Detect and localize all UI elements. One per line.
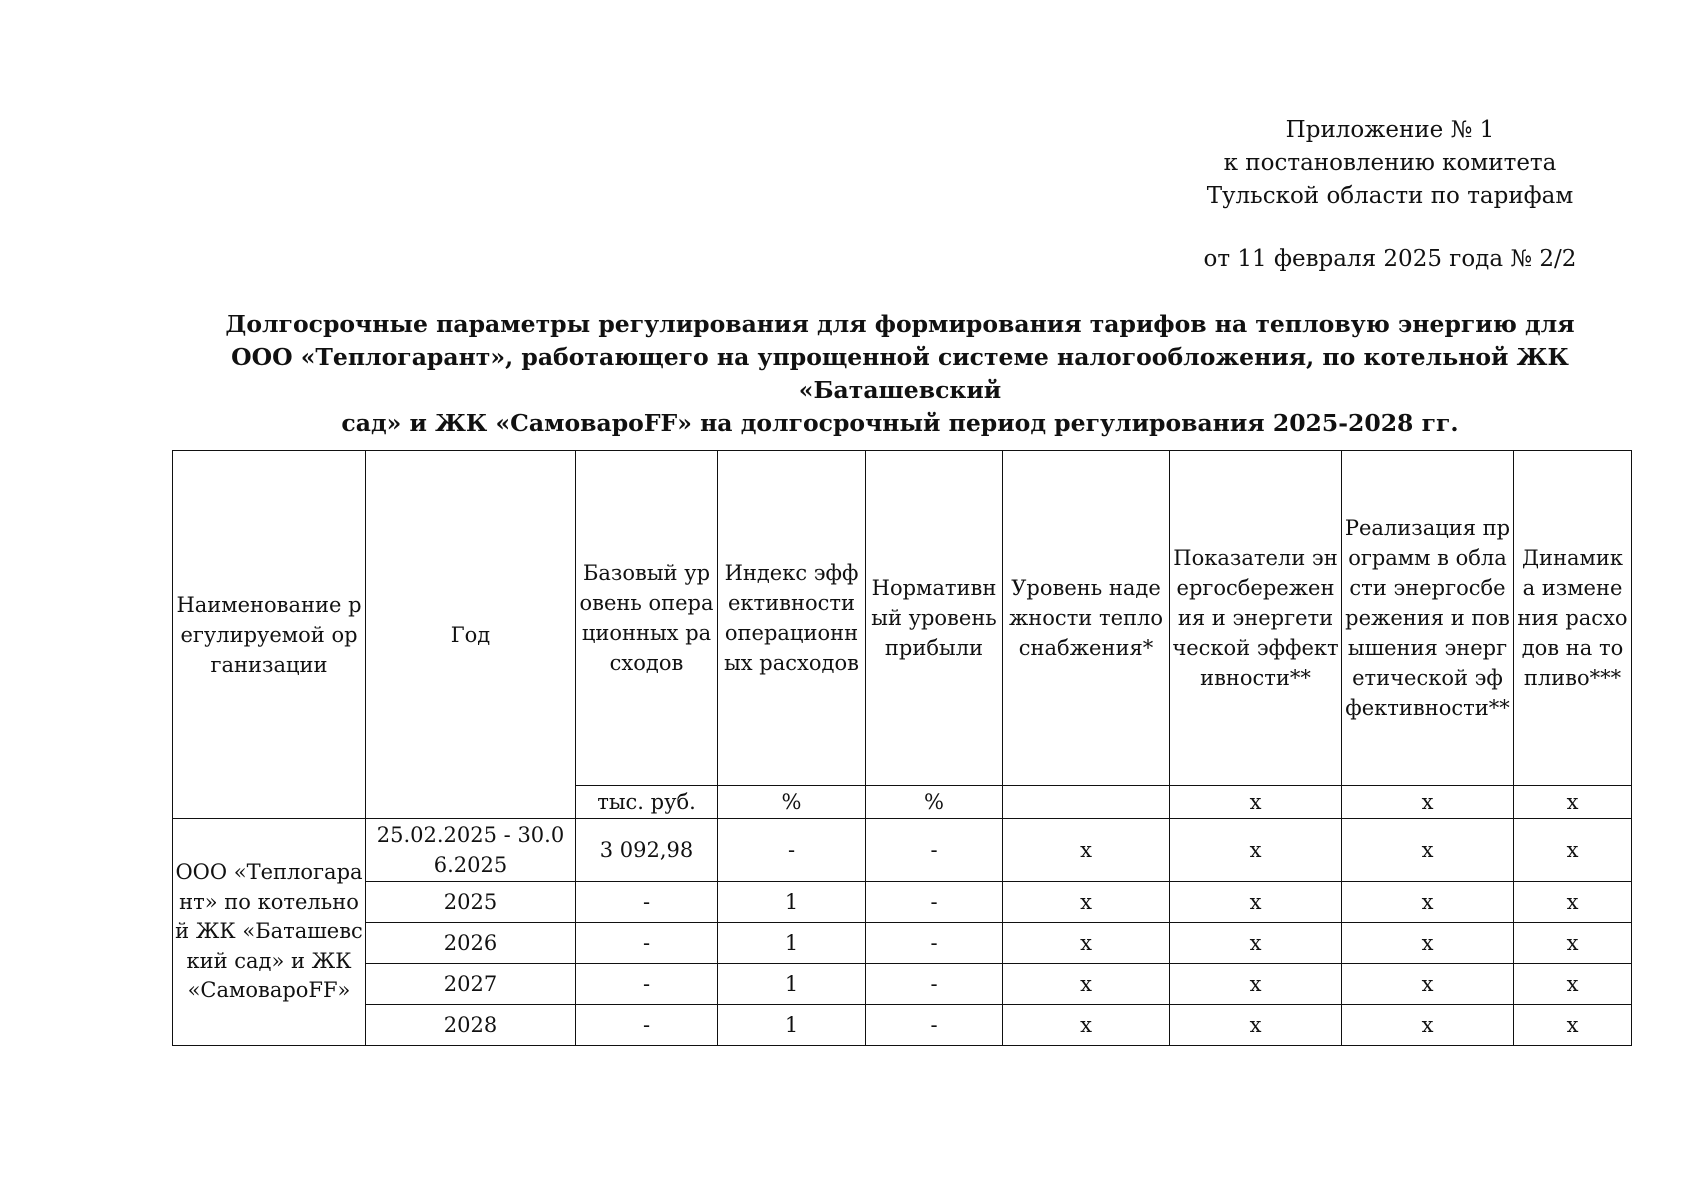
efficiency-index-cell: 1 <box>718 1005 866 1046</box>
programs-cell: x <box>1342 1005 1514 1046</box>
reliability-cell: x <box>1003 1005 1170 1046</box>
year-cell: 2028 <box>366 1005 576 1046</box>
appendix-block <box>1160 114 1620 276</box>
profit-level-cell: - <box>866 1005 1003 1046</box>
base-opex-cell: - <box>576 882 718 923</box>
appendix-date: от 11 февраля 2025 года № 2/2 <box>1203 246 1577 272</box>
unit-cell: % <box>866 786 1003 819</box>
programs-cell: x <box>1342 964 1514 1005</box>
energy-saving-cell: x <box>1170 1005 1342 1046</box>
profit-level-cell: - <box>866 819 1003 882</box>
document-title <box>150 308 1650 440</box>
profit-level-cell: - <box>866 882 1003 923</box>
reliability-cell: x <box>1003 923 1170 964</box>
energy-saving-cell: x <box>1170 923 1342 964</box>
base-opex-cell: - <box>576 1005 718 1046</box>
header-fuel-dynamics: Динамика изменения расходов на топливо*** <box>1514 451 1632 786</box>
year-cell: 2025 <box>366 882 576 923</box>
programs-cell: x <box>1342 882 1514 923</box>
reliability-cell: x <box>1003 819 1170 882</box>
title-line: Долгосрочные параметры регулирования для формирования тарифов на тепловую энергию для <box>225 310 1575 338</box>
efficiency-index-cell: 1 <box>718 923 866 964</box>
header-efficiency-index: Индекс эффективности операционных расходов <box>718 451 866 786</box>
year-cell: 2026 <box>366 923 576 964</box>
profit-level-cell: - <box>866 923 1003 964</box>
unit-cell: % <box>718 786 866 819</box>
efficiency-index-cell: 1 <box>718 964 866 1005</box>
unit-cell <box>1003 786 1170 819</box>
fuel-dynamics-cell: x <box>1514 1005 1632 1046</box>
efficiency-index-cell: - <box>718 819 866 882</box>
base-opex-cell: - <box>576 964 718 1005</box>
header-row <box>173 451 1632 786</box>
appendix-authority: Тульской области по тарифам <box>1206 183 1574 209</box>
header-programs: Реализация программ в области энергосбережения и повышения энергетической эффективности** <box>1342 451 1514 786</box>
header-base-opex: Базовый уровень операционных расходов <box>576 451 718 786</box>
reliability-cell: x <box>1003 882 1170 923</box>
unit-cell: x <box>1514 786 1632 819</box>
unit-cell: x <box>1170 786 1342 819</box>
fuel-dynamics-cell: x <box>1514 819 1632 882</box>
title-line: ООО «Теплогарант», работающего на упрощенной системе налогообложения, по котельной ЖК «Баташевский <box>231 343 1569 404</box>
base-opex-cell: - <box>576 923 718 964</box>
base-opex-cell: 3 092,98 <box>576 819 718 882</box>
table-row <box>173 1005 1632 1046</box>
unit-cell: тыс. руб. <box>576 786 718 819</box>
year-cell: 25.02.2025 - 30.06.2025 <box>366 819 576 882</box>
energy-saving-cell: x <box>1170 819 1342 882</box>
organization-name: ООО «Теплогарант» по котельной ЖК «Баташевский сад» и ЖК «СамовароFF» <box>173 819 366 1046</box>
header-year: Год <box>366 451 576 819</box>
table-row <box>173 923 1632 964</box>
energy-saving-cell: x <box>1170 882 1342 923</box>
table-row <box>173 819 1632 882</box>
appendix-reference: к постановлению комитета <box>1223 150 1557 176</box>
header-energy-saving: Показатели энергосбережения и энергетической эффективности** <box>1170 451 1342 786</box>
profit-level-cell: - <box>866 964 1003 1005</box>
appendix-number: Приложение № 1 <box>1285 117 1495 143</box>
fuel-dynamics-cell: x <box>1514 923 1632 964</box>
year-cell: 2027 <box>366 964 576 1005</box>
table-row <box>173 882 1632 923</box>
reliability-cell: x <box>1003 964 1170 1005</box>
efficiency-index-cell: 1 <box>718 882 866 923</box>
energy-saving-cell: x <box>1170 964 1342 1005</box>
header-organization: Наименование регулируемой организации <box>173 451 366 819</box>
title-line: сад» и ЖК «СамовароFF» на долгосрочный период регулирования 2025-2028 гг. <box>341 409 1459 437</box>
unit-cell: x <box>1342 786 1514 819</box>
programs-cell: x <box>1342 819 1514 882</box>
header-reliability: Уровень надежности теплоснабжения* <box>1003 451 1170 786</box>
header-profit-level: Нормативный уровень прибыли <box>866 451 1003 786</box>
parameters-table <box>172 450 1632 1046</box>
programs-cell: x <box>1342 923 1514 964</box>
fuel-dynamics-cell: x <box>1514 964 1632 1005</box>
fuel-dynamics-cell: x <box>1514 882 1632 923</box>
table-row <box>173 964 1632 1005</box>
